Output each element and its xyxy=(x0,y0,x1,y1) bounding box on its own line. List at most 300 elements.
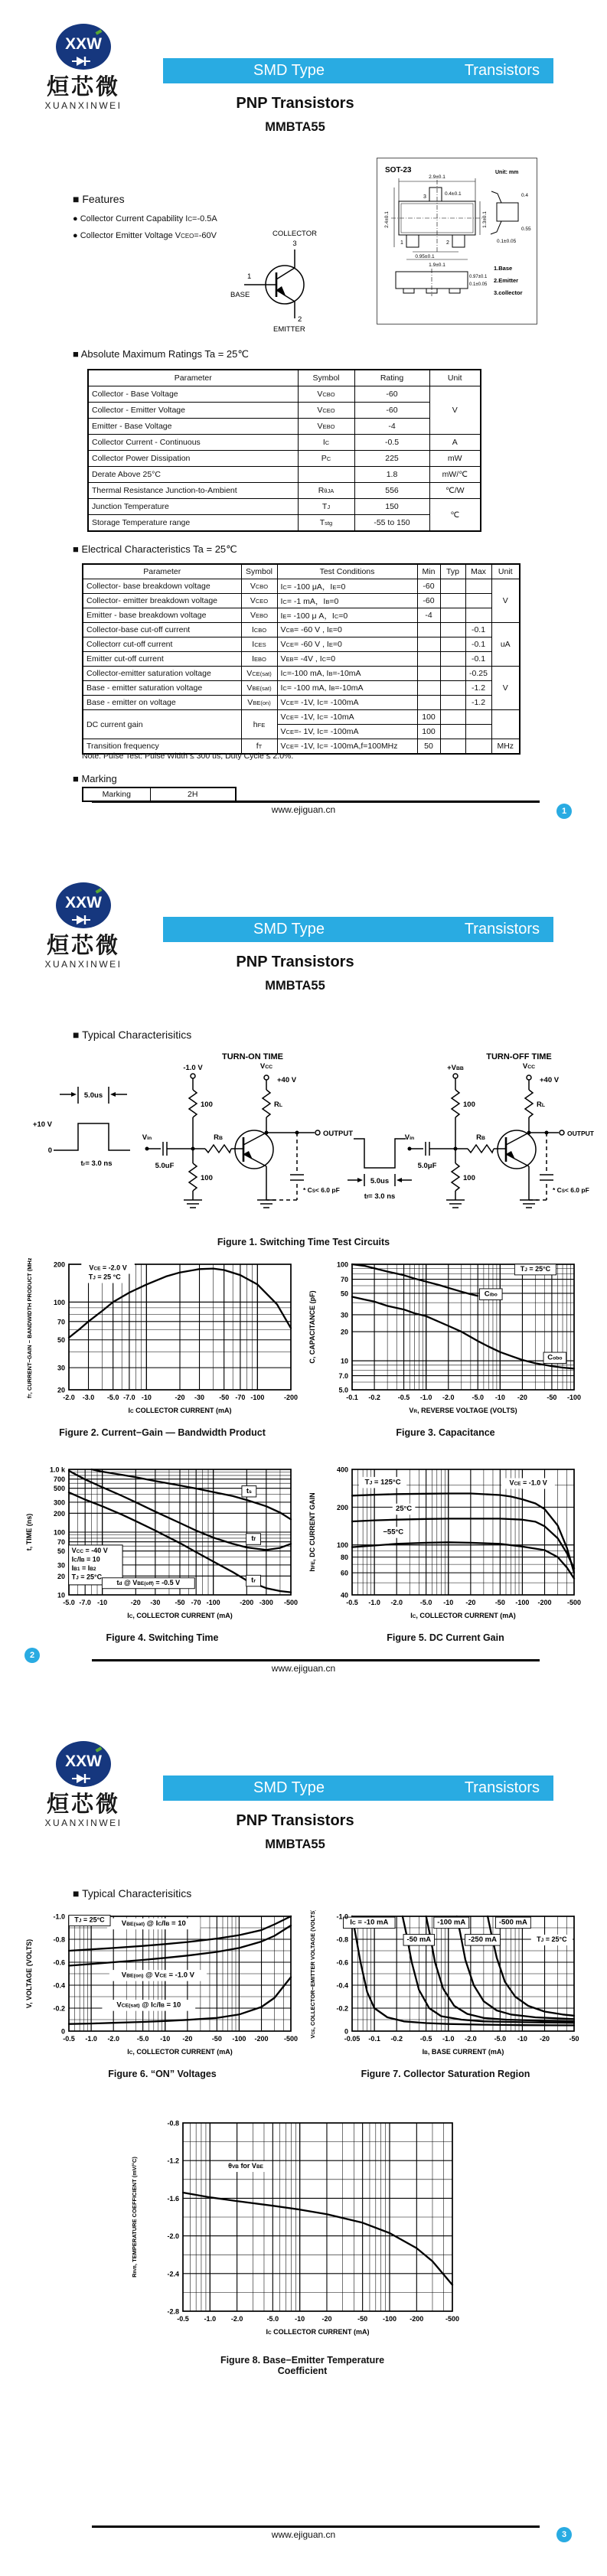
svg-text:TJ = 25°C: TJ = 25°C xyxy=(537,1935,567,1943)
svg-text:100: 100 xyxy=(463,1101,475,1109)
figure4-block xyxy=(21,1463,303,1643)
table-cell: Emitter - base breakdown voltage xyxy=(83,608,241,623)
table-cell: mW/℃ xyxy=(429,467,481,483)
table-cell xyxy=(417,623,440,637)
abs-max-title: ■ Absolute Maximum Ratings Ta = 25℃ xyxy=(73,348,249,360)
table-cell: Collector-emitter saturation voltage xyxy=(83,667,241,681)
table-cell: MHz xyxy=(491,739,520,755)
svg-text:RB: RB xyxy=(214,1133,223,1142)
svg-text:5.0us: 5.0us xyxy=(83,1091,103,1100)
legend-base: 1.Base xyxy=(494,265,513,272)
svg-text:-100: -100 xyxy=(566,1394,582,1401)
table-cell: mW xyxy=(429,451,481,467)
svg-text:-5.0: -5.0 xyxy=(472,1394,484,1401)
svg-text:-2.0: -2.0 xyxy=(63,1394,75,1401)
dim-lead-bottom: 0.55 xyxy=(521,227,531,232)
svg-text:VCC: VCC xyxy=(522,1062,536,1071)
table-cell: ICES xyxy=(241,637,277,652)
abs-max-table xyxy=(87,369,481,532)
table-cell xyxy=(440,608,465,623)
table-cell: VCEO xyxy=(298,403,354,419)
svg-text:-1.6: -1.6 xyxy=(167,2194,179,2203)
svg-text:-5.0: -5.0 xyxy=(494,2035,507,2043)
legend-emitter: 2.Emitter xyxy=(494,277,519,284)
svg-text:-50: -50 xyxy=(494,1599,505,1606)
table-cell xyxy=(440,739,465,755)
svg-text:VBE(on) @ VCE = -1.0 V: VBE(on) @ VCE = -1.0 V xyxy=(121,1971,195,1980)
part-number-title: MMBTA55 xyxy=(265,979,325,993)
svg-text:-50: -50 xyxy=(357,2315,368,2323)
svg-text:70: 70 xyxy=(57,1538,65,1547)
svg-text:100: 100 xyxy=(201,1101,213,1109)
logo-english-name: XUANXINWEI xyxy=(44,959,122,970)
svg-text:60: 60 xyxy=(340,1569,348,1577)
svg-text:XXW: XXW xyxy=(65,1753,102,1770)
chart-canvas xyxy=(21,1910,303,2063)
table-cell: VEB= -4V , IC=0 xyxy=(277,652,417,667)
svg-text:-500: -500 xyxy=(445,2315,460,2323)
table-cell: Base - emitter saturation voltage xyxy=(83,681,241,696)
table-cell: VCB= -60 V , IE=0 xyxy=(277,623,417,637)
page-number-badge: 2 xyxy=(24,1648,40,1663)
table-cell: VBE(sat) xyxy=(241,681,277,696)
svg-text:70: 70 xyxy=(57,1318,65,1326)
table-cell: Collector- base breakdown voltage xyxy=(83,579,241,594)
banner-left-label: SMD Type xyxy=(253,1779,325,1796)
chart-canvas xyxy=(305,1258,586,1422)
dim-span: 1.9±0.1 xyxy=(429,262,445,268)
table-cell: IC xyxy=(298,435,354,451)
svg-text:OUTPUT: OUTPUT xyxy=(323,1130,354,1138)
table-cell xyxy=(440,623,465,637)
pin3-number: 3 xyxy=(423,194,426,200)
svg-text:5.0us: 5.0us xyxy=(370,1177,390,1185)
svg-text:-200: -200 xyxy=(254,2035,269,2043)
footer-website: www.ejiguan.cn xyxy=(271,1663,336,1674)
table-cell: V xyxy=(491,579,520,623)
logo-chinese-name: 烜芯微 xyxy=(46,1792,120,1817)
figure3-caption: Figure 3. Capacitance xyxy=(396,1427,495,1438)
page-3 xyxy=(0,1717,607,2576)
svg-text:20: 20 xyxy=(57,1386,65,1394)
elec-char-title: ■ Electrical Characteristics Ta = 25℃ xyxy=(73,543,237,555)
svg-text:1.0 k: 1.0 k xyxy=(49,1466,65,1474)
table-header-cell: Symbol xyxy=(298,370,354,386)
svg-text:+10 V: +10 V xyxy=(32,1120,52,1129)
svg-text:-0.8: -0.8 xyxy=(167,2119,179,2128)
svg-text:-20: -20 xyxy=(175,1394,185,1401)
svg-text:-20: -20 xyxy=(540,2035,550,2043)
svg-text:fT, CURRENT−GAIN − BANDWIDTH P: fT, CURRENT−GAIN − BANDWIDTH PRODUCT (MHz) xyxy=(26,1258,33,1399)
banner-right-label: Transistors xyxy=(464,1779,540,1796)
svg-text:50: 50 xyxy=(340,1290,348,1298)
svg-text:30: 30 xyxy=(57,1364,65,1372)
table-cell: ICBO xyxy=(241,623,277,637)
footer-website: www.ejiguan.cn xyxy=(271,2529,336,2540)
table-cell: DC current gain xyxy=(83,710,241,739)
table-cell: 100 xyxy=(417,725,440,739)
dim-lead-top: 0.4 xyxy=(521,193,529,198)
svg-text:300: 300 xyxy=(53,1498,65,1507)
svg-text:Cobo: Cobo xyxy=(547,1353,563,1362)
table-cell xyxy=(465,739,491,755)
svg-text:IC, COLLECTOR CURRENT (mA): IC, COLLECTOR CURRENT (mA) xyxy=(127,1612,233,1619)
table-header-cell: Test Conditions xyxy=(277,564,417,579)
table-cell: -60 xyxy=(417,594,440,608)
table-cell: -1.2 xyxy=(465,681,491,696)
svg-text:-50: -50 xyxy=(547,1394,557,1401)
svg-text:-0.2: -0.2 xyxy=(336,2004,348,2013)
package-drawing xyxy=(377,158,535,322)
page-number-badge: 3 xyxy=(556,2527,572,2542)
symbol-collector-label: COLLECTOR xyxy=(272,230,317,238)
svg-text:-1.0: -1.0 xyxy=(204,2315,217,2323)
svg-text:−55°C: −55°C xyxy=(383,1528,404,1537)
table-cell: -1.2 xyxy=(465,696,491,710)
table-cell xyxy=(440,681,465,696)
svg-text:hFE, DC CURRENT GAIN: hFE, DC CURRENT GAIN xyxy=(308,1492,316,1572)
svg-text:40: 40 xyxy=(340,1591,348,1599)
svg-text:-100: -100 xyxy=(250,1394,265,1401)
table-row xyxy=(88,499,481,515)
company-logo xyxy=(32,882,135,970)
svg-text:400: 400 xyxy=(336,1466,348,1474)
svg-text:-2.0: -2.0 xyxy=(442,1394,455,1401)
svg-text:-5.0: -5.0 xyxy=(63,1599,75,1606)
table-header-cell: Typ xyxy=(440,564,465,579)
marking-title: ■ Marking xyxy=(73,773,117,784)
part-number-title: MMBTA55 xyxy=(265,120,325,134)
table-cell: Collector - Base Voltage xyxy=(88,386,298,403)
svg-text:ts: ts xyxy=(246,1486,252,1495)
table-cell xyxy=(465,608,491,623)
svg-text:-100: -100 xyxy=(382,2315,397,2323)
product-line-title: PNP Transistors xyxy=(236,1812,354,1829)
package-outline-box xyxy=(377,158,537,324)
figure4-caption: Figure 4. Switching Time xyxy=(106,1632,219,1643)
table-cell: -4 xyxy=(417,608,440,623)
svg-text:-100: -100 xyxy=(206,1599,220,1606)
dim-lead-width: 0.4±0.1 xyxy=(445,191,462,197)
symbol-pin3-label: 3 xyxy=(292,240,297,248)
table-cell: Thermal Resistance Junction-to-Ambient xyxy=(88,483,298,499)
svg-text:-5.0: -5.0 xyxy=(136,2035,149,2043)
company-logo xyxy=(32,23,135,111)
svg-text:VCE(sat) @ IC/IB = 10: VCE(sat) @ IC/IB = 10 xyxy=(116,2000,181,2010)
svg-text:IB1 = IB2: IB1 = IB2 xyxy=(71,1564,96,1572)
chart-canvas xyxy=(305,1910,586,2063)
typical-characteristics-title: ■ Typical Characterisitics xyxy=(73,1029,192,1041)
table-cell: 2H xyxy=(150,787,236,801)
legend-collector: 3.collector xyxy=(494,289,523,296)
table-cell: VCE= -60 V , IE=0 xyxy=(277,637,417,652)
typical-characteristics-title: ■ Typical Characterisitics xyxy=(73,1887,192,1899)
svg-text:-200: -200 xyxy=(410,2315,424,2323)
table-cell: -4 xyxy=(354,419,429,435)
svg-text:-0.5: -0.5 xyxy=(346,1599,358,1606)
svg-text:-2.4: -2.4 xyxy=(167,2270,179,2278)
svg-text:RL: RL xyxy=(537,1101,546,1109)
figure2-caption: Figure 2. Current−Gain — Bandwidth Product xyxy=(59,1427,266,1438)
svg-text:tr: tr xyxy=(251,1576,256,1585)
table-row xyxy=(83,710,520,725)
table-header-cell: Min xyxy=(417,564,440,579)
svg-text:t, TIME (ns): t, TIME (ns) xyxy=(25,1513,33,1551)
svg-text:TJ = 25°C: TJ = 25°C xyxy=(71,1573,103,1581)
svg-text:70: 70 xyxy=(340,1276,348,1284)
svg-text:XXW: XXW xyxy=(65,35,102,53)
figure7-block xyxy=(305,1910,586,2079)
table-cell xyxy=(440,725,465,739)
table-cell xyxy=(440,594,465,608)
svg-text:-1.0: -1.0 xyxy=(419,1394,432,1401)
table-cell: V xyxy=(429,386,481,435)
table-cell: -0.5 xyxy=(354,435,429,451)
svg-text:200: 200 xyxy=(53,1509,65,1518)
svg-text:* CS< 6.0 pF: * CS< 6.0 pF xyxy=(303,1186,340,1194)
svg-text:C, CAPACITANCE (pF): C, CAPACITANCE (pF) xyxy=(308,1290,316,1364)
table-header-cell: Rating xyxy=(354,370,429,386)
footer-website: www.ejiguan.cn xyxy=(271,804,336,815)
table-cell: 1.8 xyxy=(354,467,429,483)
svg-text:80: 80 xyxy=(340,1554,348,1562)
table-cell: Marking xyxy=(83,787,150,801)
svg-text:-3.0: -3.0 xyxy=(82,1394,95,1401)
svg-text:-2.0: -2.0 xyxy=(465,2035,477,2043)
table-cell: VCEO xyxy=(241,594,277,608)
table-cell: VCE= -1V, IC= -10mA xyxy=(277,710,417,725)
table-cell: V xyxy=(491,667,520,710)
svg-text:θVB for VBE: θVB for VBE xyxy=(228,2162,263,2170)
svg-text:-10: -10 xyxy=(160,2035,171,2043)
table-row xyxy=(88,467,481,483)
svg-text:* CS< 6.0 pF: * CS< 6.0 pF xyxy=(553,1186,589,1194)
svg-text:-5.0: -5.0 xyxy=(419,1599,432,1606)
svg-text:-300: -300 xyxy=(259,1599,273,1606)
table-cell: 50 xyxy=(417,739,440,755)
table-cell: VCE= -1V, IC= -100mA,f=100MHz xyxy=(277,739,417,755)
table-cell: 100 xyxy=(417,710,440,725)
svg-text:-10: -10 xyxy=(141,1394,152,1401)
figure7-caption: Figure 7. Collector Saturation Region xyxy=(361,2069,530,2079)
svg-text:-50: -50 xyxy=(175,1599,185,1606)
svg-text:-0.8: -0.8 xyxy=(53,1935,65,1944)
table-cell: 556 xyxy=(354,483,429,499)
table-cell: Junction Temperature xyxy=(88,499,298,515)
svg-text:TJ = 25°C: TJ = 25°C xyxy=(520,1264,551,1273)
table-cell: -60 xyxy=(354,403,429,419)
svg-text:VCC: VCC xyxy=(259,1062,273,1071)
logo-icon xyxy=(54,1740,113,1788)
figure8-caption: Figure 8. Base−Emitter Temperature xyxy=(220,2355,385,2366)
svg-text:Vin: Vin xyxy=(404,1133,415,1142)
table-cell: VEBO xyxy=(298,419,354,435)
table-row xyxy=(83,564,520,579)
figure8-caption-line2: Coefficient xyxy=(277,2366,328,2376)
table-row xyxy=(88,451,481,467)
svg-text:25°C: 25°C xyxy=(395,1505,413,1514)
table-cell: VCBO xyxy=(298,386,354,403)
table-row xyxy=(88,515,481,532)
banner-right-label: Transistors xyxy=(464,921,540,937)
svg-text:-0.5: -0.5 xyxy=(177,2315,189,2323)
svg-text:RL: RL xyxy=(274,1101,283,1109)
banner-left-label: SMD Type xyxy=(253,62,325,79)
svg-text:-200: -200 xyxy=(240,1599,254,1606)
figure5-block xyxy=(305,1463,586,1643)
symbol-pin2-label: 2 xyxy=(298,315,302,324)
svg-text:100: 100 xyxy=(463,1174,475,1182)
table-row xyxy=(88,483,481,499)
logo-chinese-name: 烜芯微 xyxy=(46,75,120,99)
svg-text:7.0: 7.0 xyxy=(338,1372,348,1381)
svg-text:700: 700 xyxy=(53,1475,65,1484)
svg-text:-500: -500 xyxy=(283,1599,299,1606)
table-cell: TJ xyxy=(298,499,354,515)
svg-text:-2.0: -2.0 xyxy=(390,1599,403,1606)
table-row xyxy=(88,403,481,419)
figure8-block xyxy=(126,2115,478,2376)
chart-canvas xyxy=(21,1258,303,1422)
svg-text:5.0: 5.0 xyxy=(338,1386,348,1394)
table-cell: Storage Temperature range xyxy=(88,515,298,532)
svg-text:200: 200 xyxy=(53,1260,65,1269)
table-header-cell: Symbol xyxy=(241,564,277,579)
table-cell: PC xyxy=(298,451,354,467)
symbol-base-label: BASE xyxy=(230,291,250,299)
table-cell: -60 xyxy=(417,579,440,594)
symbol-emitter-label: EMITTER xyxy=(273,325,305,334)
svg-text:-100 mA: -100 mA xyxy=(437,1918,466,1927)
svg-text:TURN-OFF TIME: TURN-OFF TIME xyxy=(486,1052,552,1061)
svg-text:-10: -10 xyxy=(443,1599,454,1606)
table-cell: Tstg xyxy=(298,515,354,532)
pin2-number: 2 xyxy=(446,240,449,246)
figure2-block xyxy=(21,1258,303,1438)
svg-text:-50: -50 xyxy=(569,2035,579,2043)
figure5-caption: Figure 5. DC Current Gain xyxy=(387,1632,504,1643)
svg-text:RB: RB xyxy=(476,1133,485,1142)
svg-text:IB, BASE CURRENT (mA): IB, BASE CURRENT (mA) xyxy=(422,2048,504,2056)
package-name: SOT-23 xyxy=(385,166,412,174)
svg-text:-1.0: -1.0 xyxy=(53,1912,65,1921)
svg-text:-100: -100 xyxy=(232,2035,246,2043)
table-cell: Collector-base cut-off current xyxy=(83,623,241,637)
table-cell: VCE(sat) xyxy=(241,667,277,681)
marking-table xyxy=(82,787,237,802)
table-cell: VBE(on) xyxy=(241,696,277,710)
svg-text:-20: -20 xyxy=(517,1394,527,1401)
svg-text:-10: -10 xyxy=(494,1394,505,1401)
table-cell: VCE=- 1V, IC= -100mA xyxy=(277,725,417,739)
svg-text:IC COLLECTOR CURRENT (mA): IC COLLECTOR CURRENT (mA) xyxy=(128,1407,232,1414)
svg-text:-5.0: -5.0 xyxy=(106,1394,119,1401)
svg-text:-50: -50 xyxy=(219,1394,230,1401)
table-row xyxy=(83,623,520,637)
table-cell xyxy=(465,579,491,594)
svg-text:-500: -500 xyxy=(566,1599,582,1606)
table-header-cell: Unit xyxy=(429,370,481,386)
svg-text:200: 200 xyxy=(336,1503,348,1511)
logo-english-name: XUANXINWEI xyxy=(44,1818,122,1828)
svg-text:30: 30 xyxy=(340,1311,348,1319)
dim-pitch: 0.95±0.1 xyxy=(415,254,435,259)
svg-text:-1.0: -1.0 xyxy=(85,2035,97,2043)
chart-canvas xyxy=(126,2115,478,2349)
part-number-title: MMBTA55 xyxy=(265,1837,325,1851)
table-cell: IC= -100 μA，IE=0 xyxy=(277,579,417,594)
pin1-number: 1 xyxy=(400,240,403,246)
table-cell: fT xyxy=(241,739,277,755)
svg-text:-70: -70 xyxy=(191,1599,201,1606)
svg-text:IC = -10 mA: IC = -10 mA xyxy=(350,1918,389,1927)
table-cell: Collector- emitter breakdown voltage xyxy=(83,594,241,608)
svg-text:-0.1: -0.1 xyxy=(368,2035,380,2043)
svg-text:-500: -500 xyxy=(283,2035,299,2043)
table-row xyxy=(88,370,481,386)
svg-text:VCE = -2.0 V: VCE = -2.0 V xyxy=(89,1264,127,1272)
table-cell: -0.1 xyxy=(465,637,491,652)
svg-text:-500 mA: -500 mA xyxy=(498,1918,527,1927)
logo-icon xyxy=(54,882,113,929)
table-cell: uA xyxy=(491,623,520,667)
table-cell: ℃ xyxy=(429,499,481,532)
svg-text:-0.4: -0.4 xyxy=(336,1981,348,1990)
table-row xyxy=(83,652,520,667)
table-cell xyxy=(440,710,465,725)
table-cell xyxy=(465,710,491,725)
svg-text:-0.4: -0.4 xyxy=(53,1981,65,1990)
svg-text:-0.05: -0.05 xyxy=(344,2035,361,2043)
svg-text:TJ = 125°C: TJ = 125°C xyxy=(364,1478,401,1487)
svg-text:td @ VBE(off) = -0.5 V: td @ VBE(off) = -0.5 V xyxy=(116,1578,181,1586)
table-cell: RθJA xyxy=(298,483,354,499)
svg-text:VBE(sat) @ IC/IB = 10: VBE(sat) @ IC/IB = 10 xyxy=(121,1919,186,1928)
svg-text:-20: -20 xyxy=(321,2315,332,2323)
table-cell: 150 xyxy=(354,499,429,515)
footer-rule xyxy=(92,2525,540,2528)
svg-text:5.0uF: 5.0uF xyxy=(155,1162,175,1170)
table-cell: Collector Power Dissipation xyxy=(88,451,298,467)
svg-text:-20: -20 xyxy=(130,1599,141,1606)
logo-english-name: XUANXINWEI xyxy=(44,100,122,111)
header-banner xyxy=(163,1775,553,1801)
table-header-cell: Parameter xyxy=(83,564,241,579)
svg-text:XXW: XXW xyxy=(65,894,102,911)
svg-text:-20: -20 xyxy=(465,1599,476,1606)
table-cell xyxy=(491,710,520,739)
svg-text:-7.0: -7.0 xyxy=(123,1394,135,1401)
dim-body-width: 2.9±0.1 xyxy=(429,174,445,180)
product-line-title: PNP Transistors xyxy=(236,95,354,112)
table-cell xyxy=(417,652,440,667)
svg-text:-7.0: -7.0 xyxy=(79,1599,91,1606)
svg-text:-2.0: -2.0 xyxy=(230,2315,243,2323)
svg-text:TJ = 25 °C: TJ = 25 °C xyxy=(88,1273,121,1281)
svg-text:-0.2: -0.2 xyxy=(368,1394,380,1401)
svg-text:-200: -200 xyxy=(537,1599,552,1606)
feature-item: ● Collector Current Capability IC=-0.5A xyxy=(73,214,217,223)
table-cell: 225 xyxy=(354,451,429,467)
dim-height-total: 0.97±0.1 xyxy=(469,275,488,279)
svg-text:-1.2: -1.2 xyxy=(167,2157,179,2165)
table-header-cell: Max xyxy=(465,564,491,579)
page-number-badge: 1 xyxy=(556,804,572,819)
svg-text:+VBB: +VBB xyxy=(447,1064,464,1072)
svg-text:-0.8: -0.8 xyxy=(336,1935,348,1944)
svg-text:30: 30 xyxy=(57,1561,65,1570)
svg-text:50: 50 xyxy=(57,1547,65,1556)
